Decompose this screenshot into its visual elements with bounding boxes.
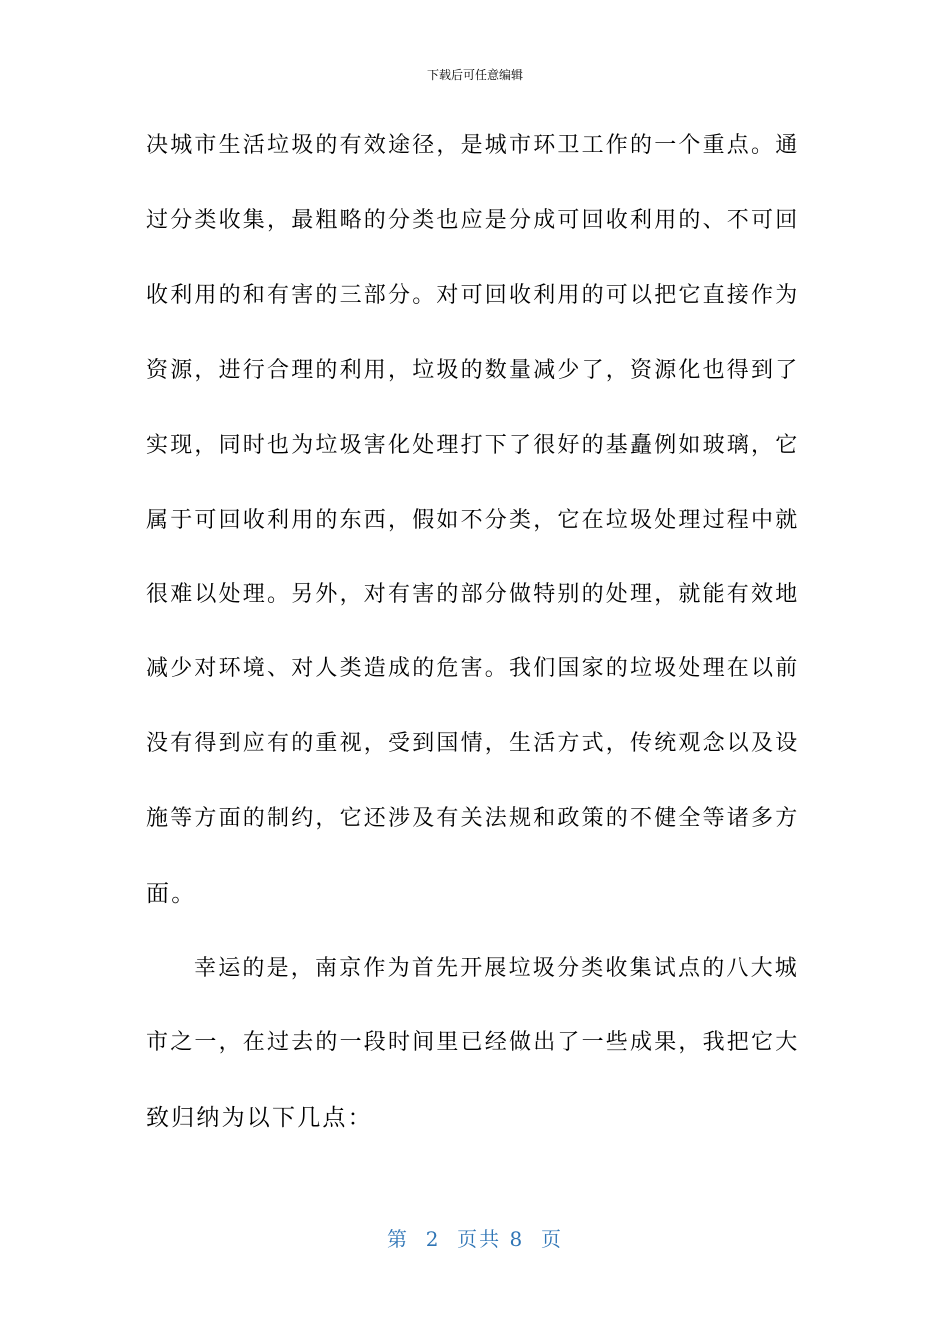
text-line: 施等方面的制约，它还涉及有关法规和政策的不健全等诸多方 (146, 806, 800, 831)
text-line: 收利用的和有害的三部分。对可回收利用的可以把它直接作为 (146, 283, 800, 308)
text-line: 面。 (146, 881, 197, 907)
text-line: 没有得到应有的重视，受到国情，生活方式，传统观念以及设 (146, 731, 800, 756)
text-line: 实现，同时也为垃圾害化处理打下了很好的基矗例如玻璃，它 (146, 433, 800, 458)
text-line: 过分类收集，最粗略的分类也应是分成可回收利用的、不可回 (146, 208, 800, 233)
text-line-indented: 幸运的是，南京作为首先开展垃圾分类收集试点的八大城 (194, 956, 800, 981)
text-line: 很难以处理。另外，对有害的部分做特别的处理，就能有效地 (146, 582, 800, 607)
text-line: 致归纳为以下几点： (146, 1105, 373, 1131)
text-line: 减少对环境、对人类造成的危害。我们国家的垃圾处理在以前 (146, 656, 800, 681)
text-line: 属于可回收利用的东西，假如不分类，它在垃圾处理过程中就 (146, 508, 800, 533)
text-line: 市之一，在过去的一段时间里已经做出了一些成果，我把它大 (146, 1030, 800, 1055)
text-line: 决城市生活垃圾的有效途径，是城市环卫工作的一个重点。通 (146, 133, 800, 158)
text-line: 资源，进行合理的利用，垃圾的数量减少了，资源化也得到了 (146, 358, 800, 383)
page-header: 下载后可任意编辑 (426, 68, 523, 82)
page-number-footer: 第 2 页共 8 页 (387, 1227, 563, 1251)
